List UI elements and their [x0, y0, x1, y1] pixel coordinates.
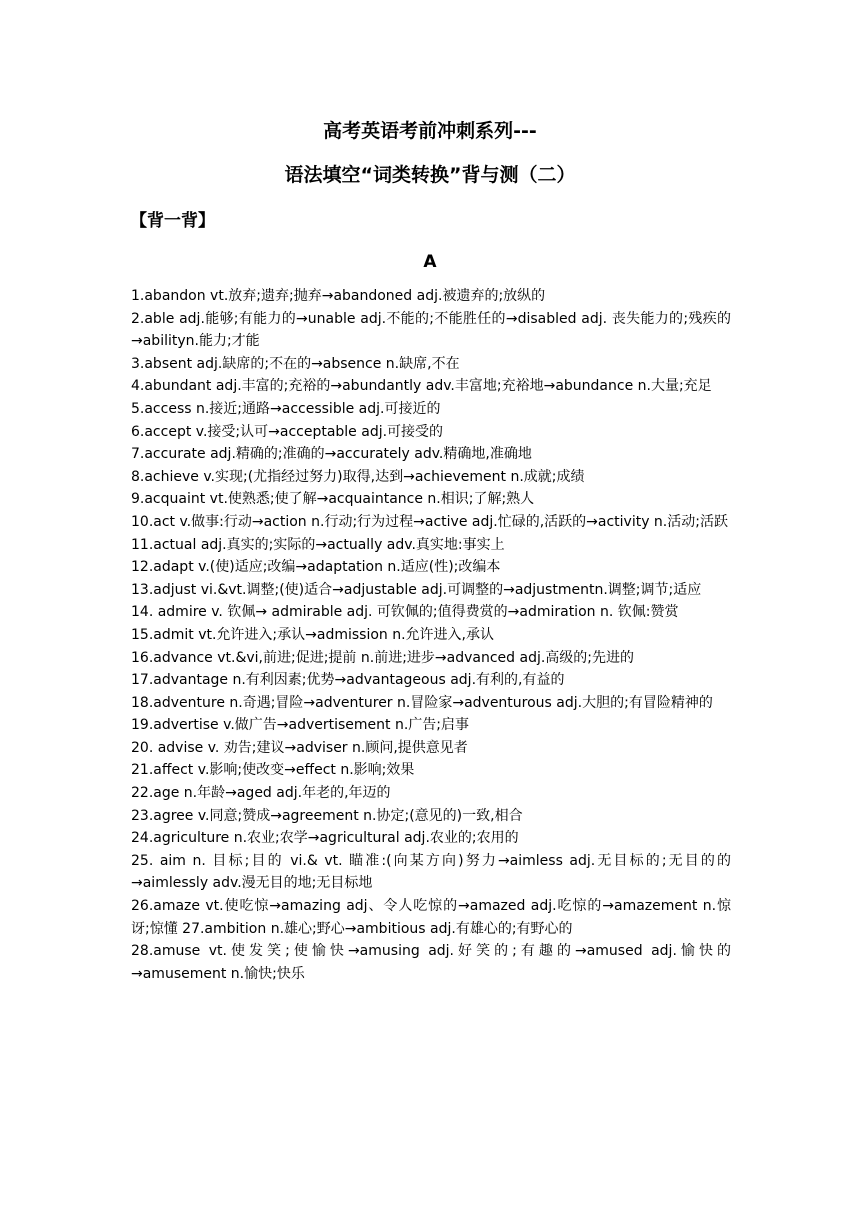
- vocab-entry: 5.access n.接近;通路→accessible adj.可接近的: [131, 400, 441, 417]
- vocab-entry: 7.accurate adj.精确的;准确的→accurately adv.精确地,准确地: [131, 446, 532, 463]
- vocab-entry: 22.age n.年龄→aged adj.年老的,年迈的: [131, 785, 391, 802]
- vocab-entry: 28.amuse vt.使发笑;使愉快→amusing adj.好笑的;有趣的→amused adj.愉快的→amusement n.愉快;快乐: [131, 943, 731, 982]
- vocab-entry: 24.agriculture n.农业;农学→agricultural adj.农业的;农用的: [131, 830, 519, 847]
- vocab-entry: 18.adventure n.奇遇;冒险→adventurer n.冒险家→adventurous adj.大胆的;有冒险精神的: [131, 694, 713, 711]
- vocab-entry: 19.advertise v.做广告→advertisement n.广告;启事: [131, 717, 470, 734]
- vocab-entry: 8.achieve v.实现;(尤指经过努力)取得,达到→achievement n.成就;成绩: [131, 468, 585, 485]
- vocab-entry: 21.affect v.影响;使改变→effect n.影响;效果: [131, 762, 415, 779]
- vocab-entry: 11.actual adj.真实的;实际的→actually adv.真实地:事实上: [131, 536, 505, 553]
- vocab-entry: 9.acquaint vt.使熟悉;使了解→acquaintance n.相识;了解;熟人: [131, 491, 535, 508]
- vocab-entry: 23.agree v.同意;赞成→agreement n.协定;(意见的)一致,相合: [131, 807, 523, 824]
- document-subtitle: 语法填空“词类转换”背与测（二）: [284, 164, 576, 186]
- vocab-entry: 26.amaze vt.使吃惊→amazing adj、令人吃惊的→amazed adj.吃惊的→amazement n.惊讶;惊懂 27.ambition n.雄心;野心→ambitious adj.有雄心的;有野心的: [131, 898, 731, 937]
- vocab-entry: 15.admit vt.允许进入;承认→admission n.允许进入,承认: [131, 626, 495, 643]
- vocab-entry: 2.able adj.能够;有能力的→unable adj.不能的;不能胜任的→disabled adj. 丧失能力的;残疾的→abilityn.能力;才能: [131, 310, 731, 350]
- document-title: 高考英语考前冲刺系列---: [323, 120, 537, 142]
- vocabulary-list: [131, 285, 731, 985]
- vocab-entry: 12.adapt v.(使)适应;改编→adaptation n.适应(性);改编本: [131, 559, 501, 576]
- vocab-entry: 16.advance vt.&vi,前进;促进;提前 n.前进;进步→advanced adj.高级的;先进的: [131, 649, 635, 666]
- section-heading: 【背一背】: [130, 211, 215, 231]
- vocab-entry: 10.act v.做事:行动→action n.行动;行为过程→active adj.忙碌的,活跃的→activity n.活动;活跃: [131, 513, 728, 530]
- vocab-entry: 6.accept v.接受;认可→acceptable adj.可接受的: [131, 423, 444, 440]
- vocab-entry: 17.advantage n.有利因素;优势→advantageous adj.有利的,有益的: [131, 672, 565, 689]
- vocab-entry: 20. advise v. 劝告;建议→adviser n.顾问,提供意见者: [131, 739, 468, 756]
- vocab-entry: 25. aim n. 目标;目的 vi.& vt. 瞄准:(向某方向)努力→aimless adj.无目标的;无目的的→aimlessly adv.漫无目的地;无目标地: [131, 852, 731, 892]
- vocab-entry: 3.absent adj.缺席的;不在的→absence n.缺席,不在: [131, 355, 460, 372]
- vocab-entry: 13.adjust vi.&vt.调整;(使)适合→adjustable adj.可调整的→adjustmentn.调整;调节;适应: [131, 581, 702, 598]
- letter-heading: A: [423, 252, 437, 272]
- vocab-entry: 14. admire v. 钦佩→ admirable adj. 可钦佩的;值得费赏的→admiration n. 钦佩:赞赏: [131, 604, 679, 621]
- vocab-entry: 4.abundant adj.丰富的;充裕的→abundantly adv.丰富地;充裕地→abundance n.大量;充足: [131, 378, 712, 395]
- vocab-entry: 1.abandon vt.放弃;遗弃;抛弃→abandoned adj.被遗弃的;放纵的: [131, 288, 546, 304]
